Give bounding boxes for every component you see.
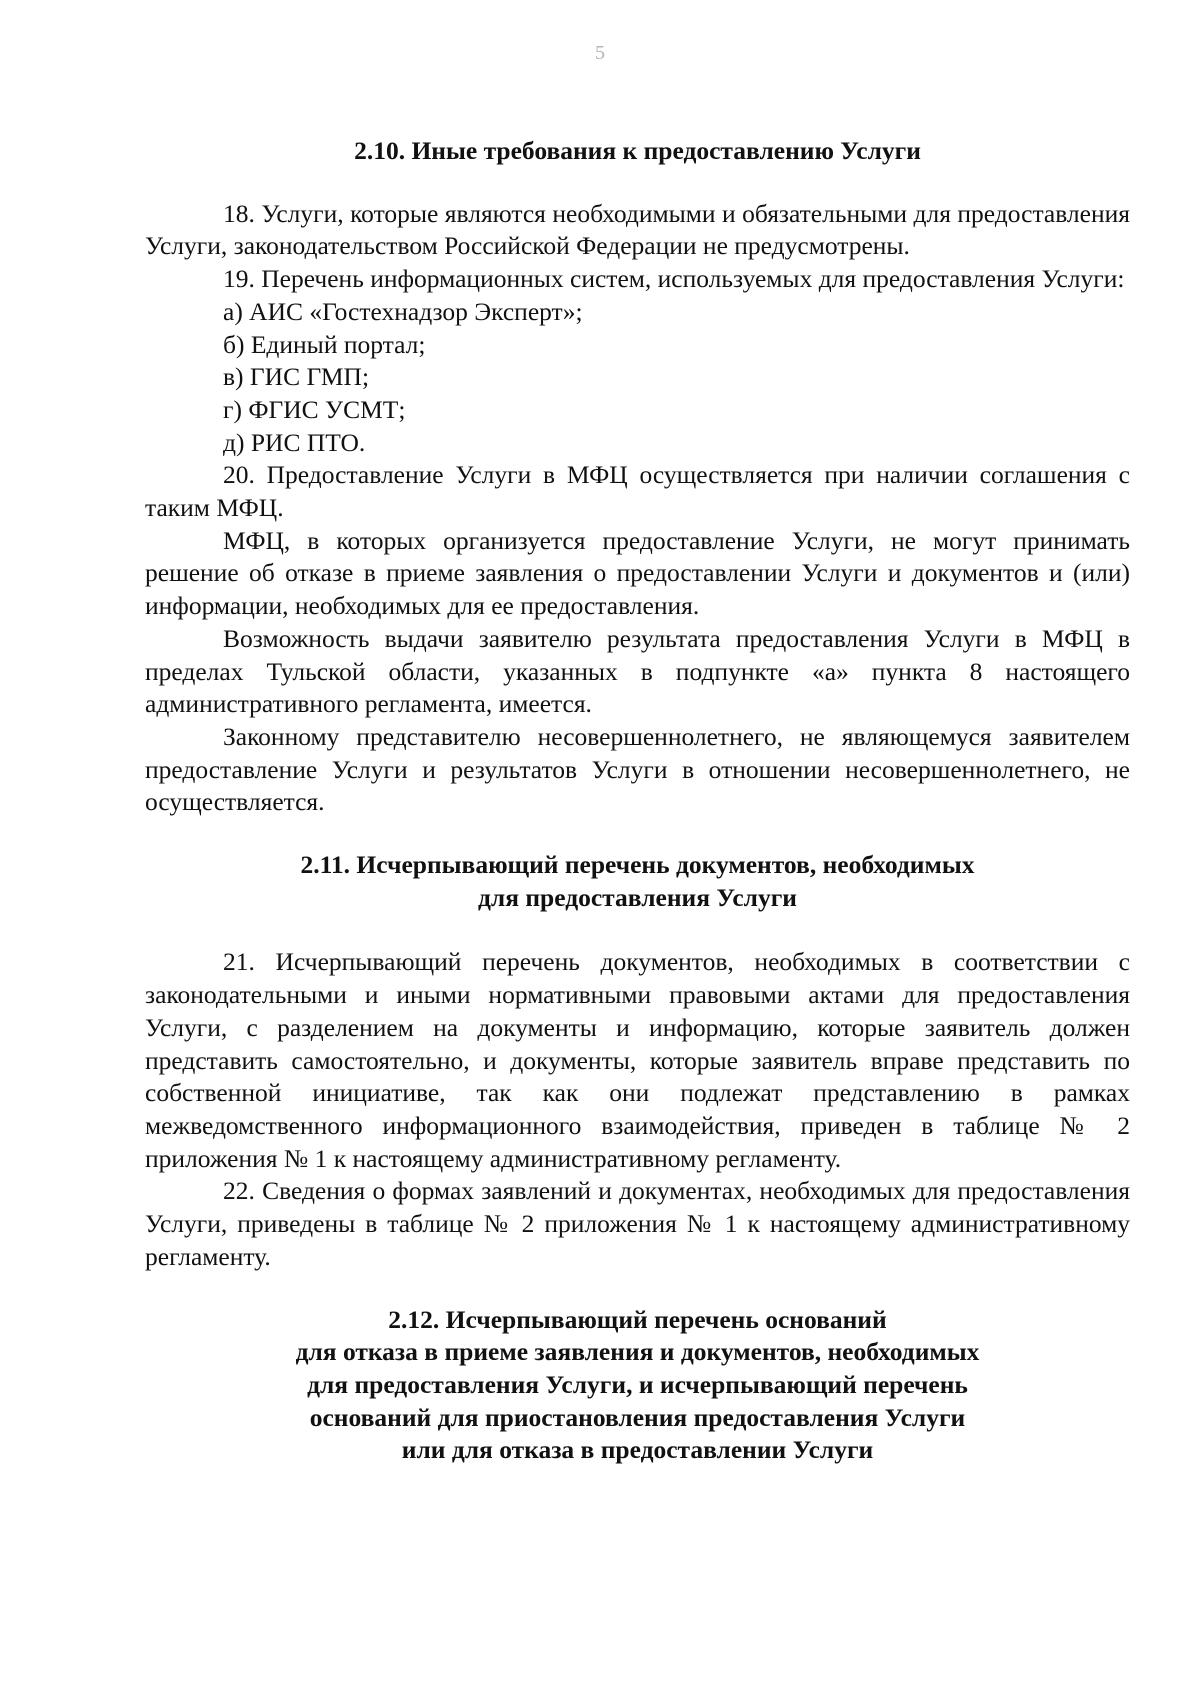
paragraph-21: 21. Исчерпывающий перечень документов, необходимых в соответствии с законодательными и иными нормативными правовыми актами для предоставления Услуги, с разделением на документы и информацию, которые заявитель должен представить самостоятельно, и документы, которые заявитель вправе представить по собственной инициативе, так как они подлежат представлению в рамках межведомственного информационного взаимодействия, приведен в таблице № 2 приложения № 1 к настоящему административному регламенту. (145, 947, 1130, 1173)
heading-line: для предоставления Услуги, и исчерпывающий перечень (307, 1369, 968, 1399)
heading-line: 2.12. Исчерпывающий перечень оснований (388, 1304, 887, 1334)
paragraph-18: 18. Услуги, которые являются необходимыми и обязательными для предоставления Услуги, законодательством Российской Федерации не предусмотрены. (145, 198, 1130, 261)
heading-line: 2.11. Исчерпывающий перечень документов, необходимых (300, 850, 975, 880)
paragraph-legal-representative: Законному представителю несовершеннолетнего, не являющемуся заявителем предоставление Услуги и результатов Услуги в отношении несовершеннолетнего, не осуществляется. (145, 721, 1130, 817)
paragraph-20: 20. Предоставление Услуги в МФЦ осуществляется при наличии соглашения с таким МФЦ. (145, 460, 1130, 523)
list-item: б) Единый портал; (223, 329, 426, 359)
section-heading-2-12 (145, 1304, 1130, 1468)
heading-line: для отказа в приеме заявления и документов, необходимых (295, 1337, 980, 1367)
list-item: д) РИС ПТО. (223, 427, 366, 457)
heading-line: для предоставления Услуги (477, 882, 797, 912)
heading-line: или для отказа в предоставлении Услуги (401, 1435, 874, 1465)
document-body (145, 135, 1130, 1467)
heading-line: 2.10. Иные требования к предоставлению Услуги (354, 136, 921, 165)
paragraph-19: 19. Перечень информационных систем, используемых для предоставления Услуги: (223, 264, 1125, 294)
heading-line: оснований для приостановления предоставления Услуги (309, 1402, 966, 1432)
page-number: 5 (595, 42, 605, 64)
list-item: а) АИС «Гостехнадзор Эксперт»; (223, 296, 583, 326)
list-item: г) ФГИС УСМТ; (223, 394, 406, 424)
paragraph-mfc: МФЦ, в которых организуется предоставление Услуги, не могут принимать решение об отказе в приеме заявления о предоставлении Услуги и документов и (или) информации, необходимых для ее предоставления. (145, 525, 1130, 621)
list-item: в) ГИС ГМП; (223, 362, 370, 392)
paragraph-22: 22. Сведения о формах заявлений и документах, необходимых для предоставления Услуги, приведены в таблице № 2 приложения № 1 к настоящему административному регламенту. (145, 1176, 1130, 1271)
paragraph-result-issuance: Возможность выдачи заявителю результата предоставления Услуги в МФЦ в пределах Тульской области, указанных в подпункте «а» пункта 8 настоящего административного регламента, имеется. (145, 623, 1130, 719)
section-heading-2-11 (145, 849, 1130, 914)
section-heading-2-10 (145, 135, 1130, 168)
